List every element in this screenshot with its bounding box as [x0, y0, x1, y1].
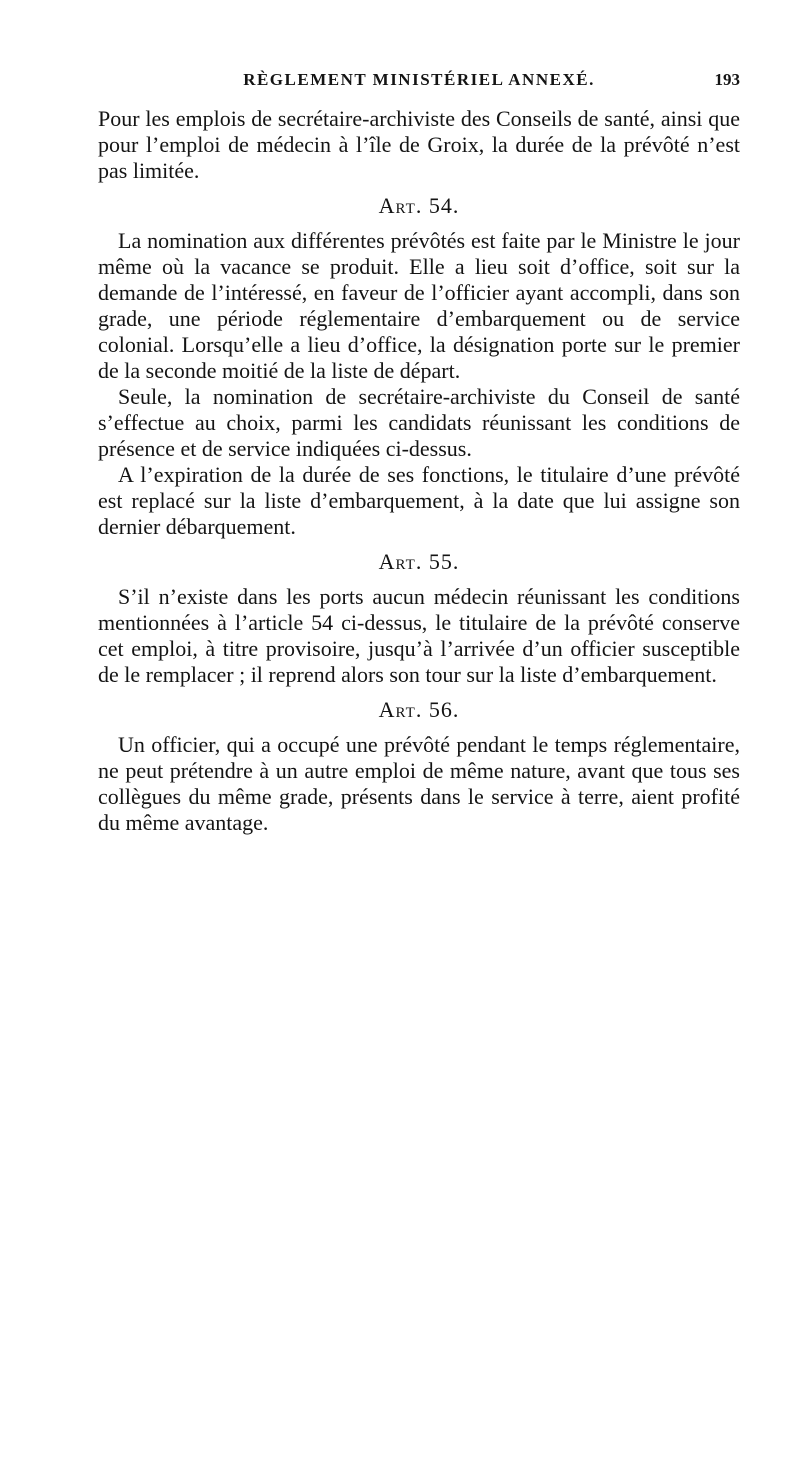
body-text	[98, 106, 740, 836]
article-heading-label: Art. 55.	[378, 549, 460, 574]
page-number: 193	[714, 70, 740, 89]
paragraph-provisional: S’il n’existe dans les ports aucun médecin réunissant les conditions mentionnées à l’article 54 ci-dessus, le titulaire de la prévôté conserve cet emploi, à titre provisoire, jusqu’à l’arrivée d’un officier susceptible de le remplacer ; il reprend alors son tour sur la liste d’embarquement.	[98, 584, 740, 687]
article-heading-label: Art. 54.	[378, 193, 460, 218]
running-header	[98, 70, 740, 92]
article-heading-55	[98, 549, 740, 575]
paragraph-prevote-duration: Pour les emplois de secrétaire-archiviste des Conseils de santé, ainsi que pour l’emploi de médecin à l’île de Groix, la durée de la prévôté n’est pas limitée.	[98, 106, 740, 183]
paragraph-secretary-choice: Seule, la nomination de secrétaire-archiviste du Conseil de santé s’effectue au choix, parmi les candidats réunissant les conditions de présence et de service indiquées ci-dessus.	[98, 384, 740, 461]
paragraph-same-advantage: Un officier, qui a occupé une prévôté pendant le temps réglementaire, ne peut prétendre à un autre emploi de même nature, avant que tous ses collègues du même grade, présents dans le service à terre, aient profité du même avantage.	[98, 732, 740, 835]
paragraph-nomination: La nomination aux différentes prévôtés est faite par le Ministre le jour même où la vacance se produit. Elle a lieu soit d’office, soit sur la demande de l’intéressé, en faveur de l’officier ayant accompli, dans son grade, une période réglementaire d’embarquement ou de service colonial. Lorsqu’elle a lieu d’office, la désignation porte sur le premier de la seconde moitié de la liste de départ.	[98, 228, 740, 383]
article-heading-54	[98, 193, 740, 219]
article-heading-56	[98, 697, 740, 723]
article-heading-label: Art. 56.	[378, 697, 460, 722]
running-title: RÈGLEMENT MINISTÉRIEL ANNEXÉ.	[243, 70, 595, 89]
paragraph-expiration: A l’expiration de la durée de ses fonctions, le titulaire d’une prévôté est replacé sur la liste d’embarquement, à la date que lui assigne son dernier débarquement.	[98, 462, 740, 539]
